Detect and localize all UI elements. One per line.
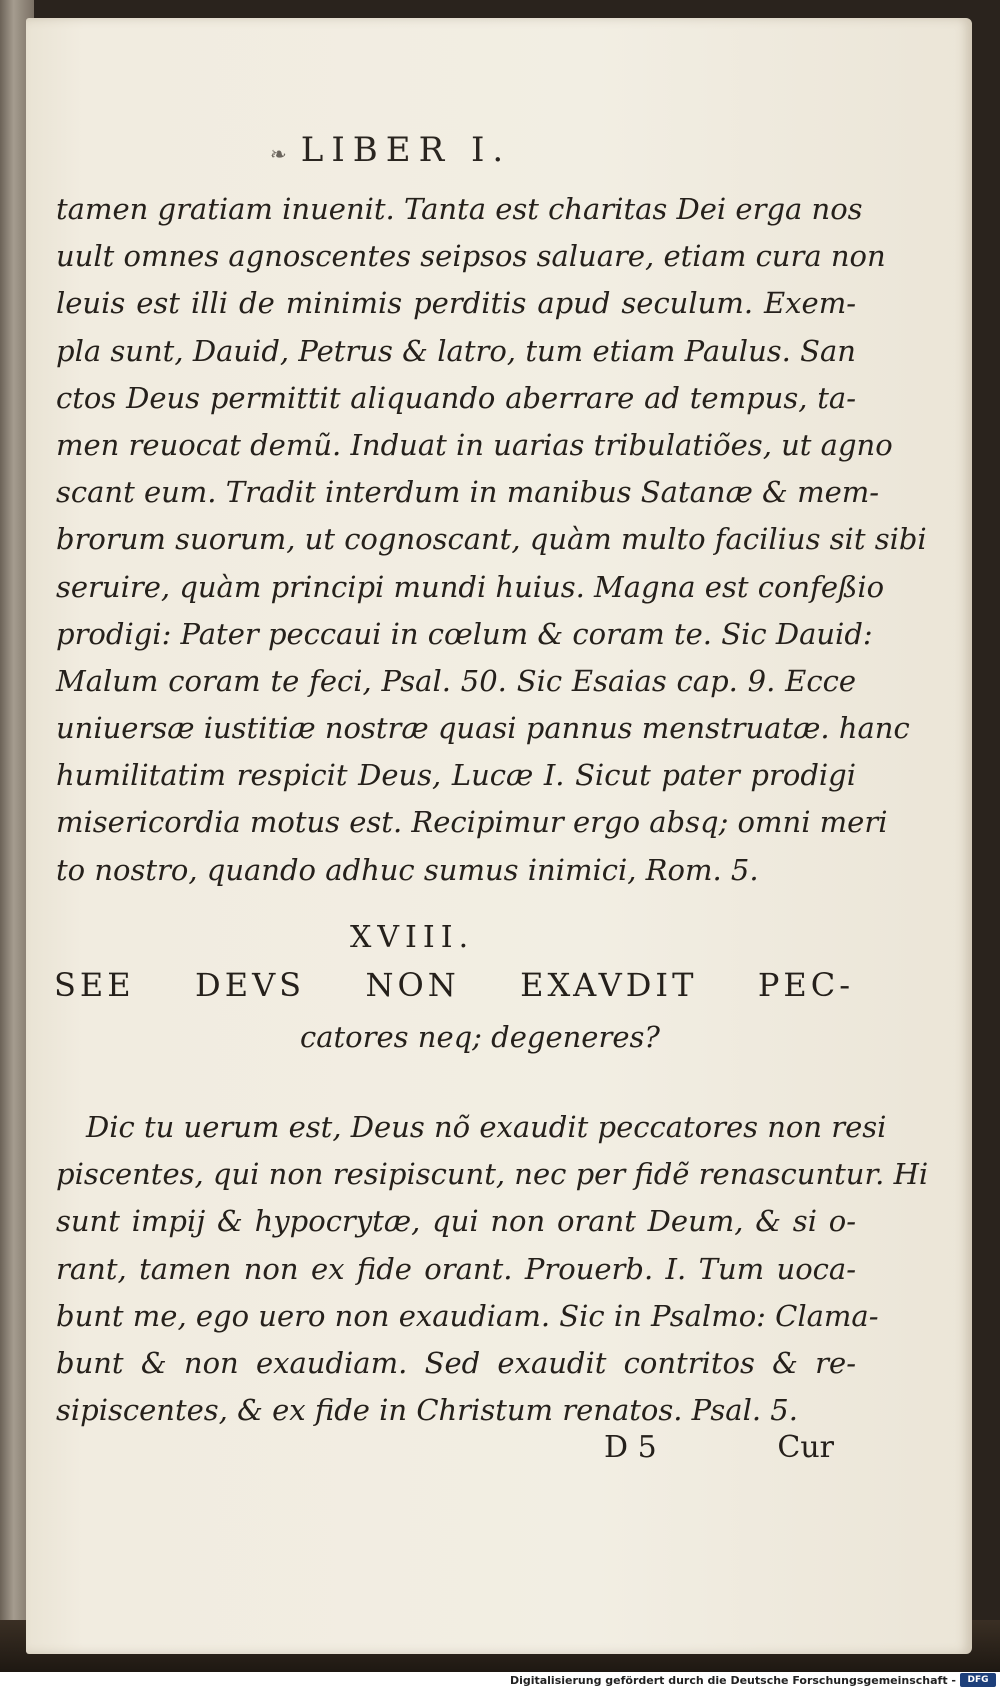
text-line: piscentes, qui non resipiscunt, nec per fidẽ renascuntur. Hi <box>56 1157 929 1192</box>
text-line: scant eum. Tradit interdum in manibus Satanæ & mem- <box>56 475 880 510</box>
chapter-title-line-2: catores neq; degeneres? <box>300 1020 660 1054</box>
text-line: seruire, quàm principi mundi huius. Magna est confeßio <box>56 569 885 604</box>
text-line: men reuocat demũ. Induat in uarias tribulatiões, ut agno <box>56 427 893 462</box>
text-line: bunt me, ego uero non exaudiam. Sic in Psalmo: Clama- <box>56 1298 879 1333</box>
chapter-number: XVIII. <box>350 920 475 955</box>
text-line: pla sunt, Dauid, Petrus & latro, tum etiam Paulus. San <box>56 333 856 368</box>
catchword: Cur <box>777 1430 834 1465</box>
text-line: rant, tamen non ex fide orant. Prouerb. I. Tum uoca- <box>56 1251 856 1286</box>
text-line: Dic tu uerum est, Deus nõ exaudit peccatores non resi <box>86 1110 887 1144</box>
text-line: prodigi: Pater peccaui in cœlum & coram te. Sic Dauid: <box>56 616 873 651</box>
ornament-icon: ❧ <box>270 142 287 166</box>
text-line: sipiscentes, & ex fide in Christum renatos. Psal. 5. <box>56 1393 798 1428</box>
running-head-text: LIBER I. <box>300 130 512 170</box>
text-line: ctos Deus permittit aliquando aberrare ad tempus, ta- <box>56 380 856 415</box>
chapter-title-line-1: SEE DEVS NON EXAVDIT PEC- <box>54 966 854 1004</box>
paragraph-1 <box>56 186 927 894</box>
text-line: sunt impij & hypocrytæ, qui non orant Deum, & si o- <box>56 1204 856 1239</box>
signature-line <box>604 1430 834 1465</box>
signature-mark: D 5 <box>604 1430 657 1465</box>
text-line: misericordia motus est. Recipimur ergo absq; omni meri <box>56 805 888 840</box>
running-head <box>270 130 690 170</box>
paragraph-2 <box>56 1104 929 1434</box>
text-line: tamen gratiam inuenit. Tanta est charitas Dei erga nos <box>56 192 863 226</box>
text-line: uniuersæ iustitiæ nostræ quasi pannus menstruatæ. hanc <box>56 711 910 746</box>
text-line: to nostro, quando adhuc sumus inimici, Rom. 5. <box>56 852 759 887</box>
text-line: uult omnes agnoscentes seipsos saluare, etiam cura non <box>56 239 886 274</box>
text-line: bunt & non exaudiam. Sed exaudit contritos & re- <box>56 1345 856 1380</box>
text-line: leuis est illi de minimis perditis apud seculum. Exem- <box>56 286 856 321</box>
dfg-logo: DFG <box>960 1673 996 1687</box>
funding-credit: Digitalisierung gefördert durch die Deutsche Forschungsgemeinschaft - <box>509 1674 956 1687</box>
text-line: Malum coram te feci, Psal. 50. Sic Esaias cap. 9. Ecce <box>56 663 856 698</box>
text-line: humilitatim respicit Deus, Lucæ I. Sicut pater prodigi <box>56 758 856 793</box>
text-line: brorum suorum, ut cognoscant, quàm multo facilius sit sibi <box>56 522 927 557</box>
